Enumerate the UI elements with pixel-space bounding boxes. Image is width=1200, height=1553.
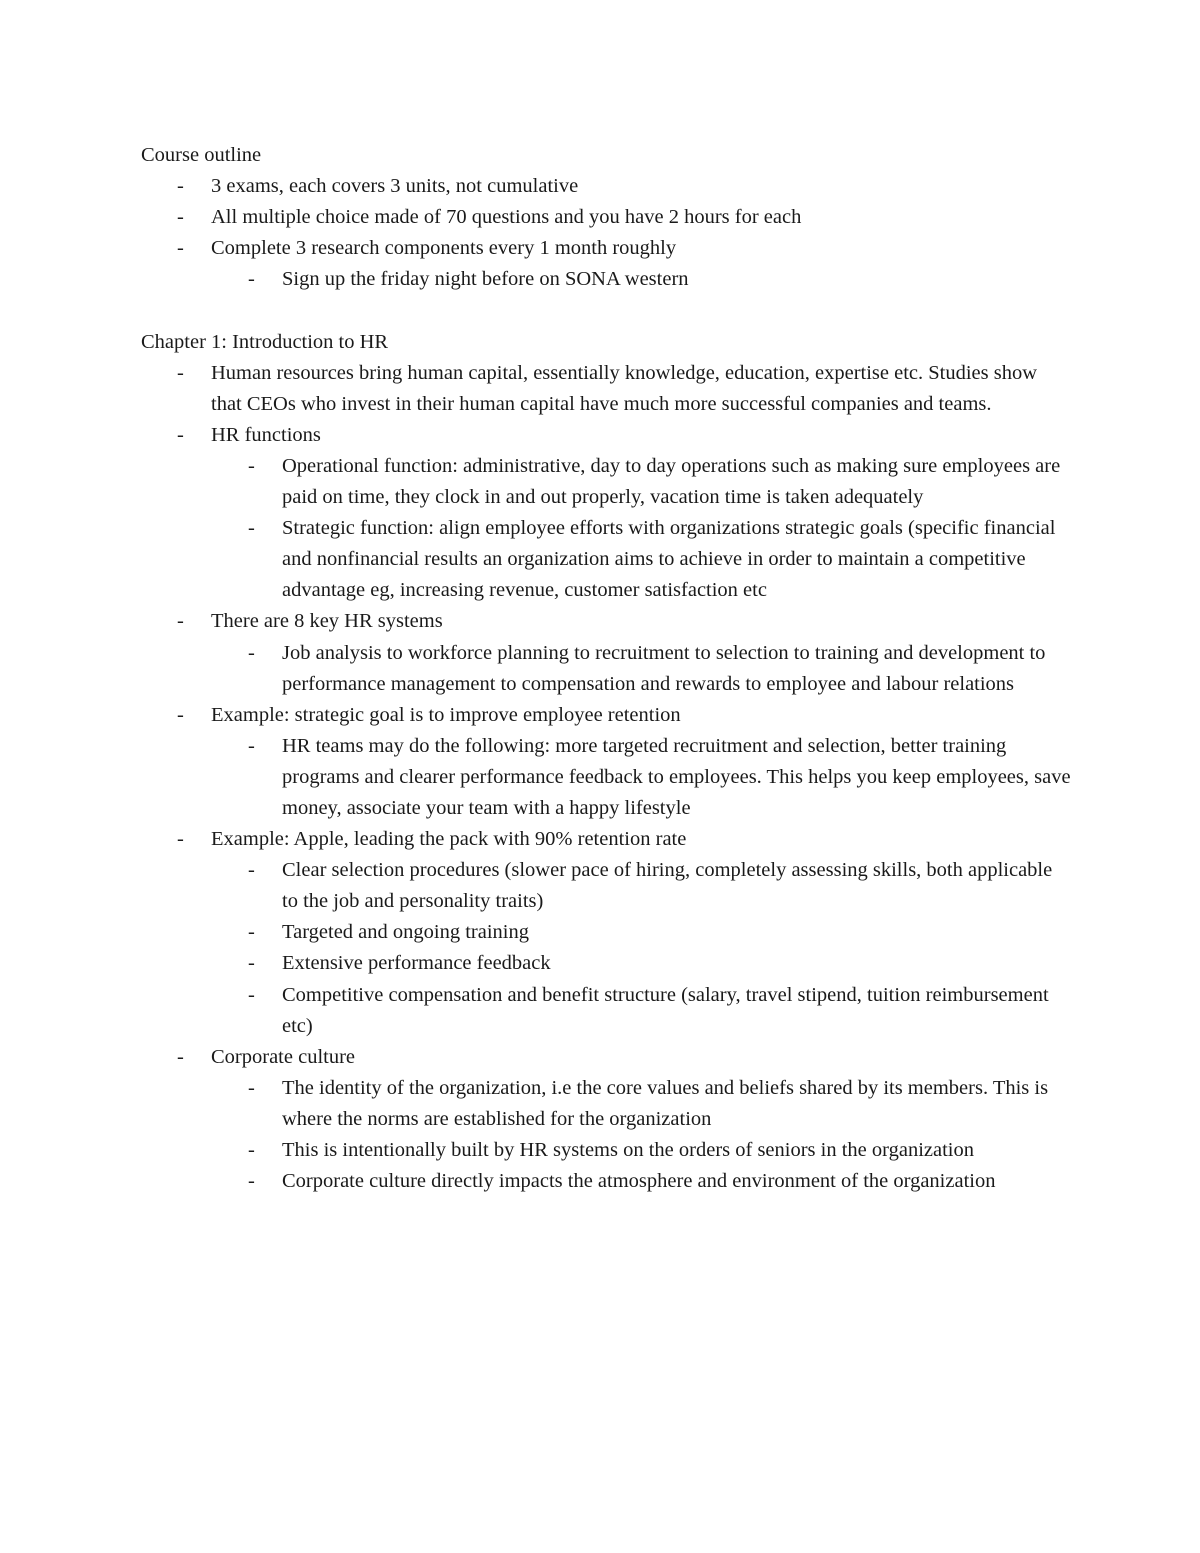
bullet-dash: - xyxy=(177,1045,184,1068)
sub-list-item xyxy=(141,731,1071,824)
bullet-list xyxy=(141,171,1071,295)
bullet-dash: - xyxy=(248,1139,255,1161)
list-item-text: Job analysis to workforce planning to recruitment to selection to training and development to performance management to compensation and rewards to employee and labour relations xyxy=(282,641,1046,695)
bullet-dash: - xyxy=(177,237,184,260)
list-item xyxy=(141,420,1071,451)
list-item xyxy=(141,700,1071,731)
list-item-text: Corporate culture directly impacts the atmosphere and environment of the organization xyxy=(282,1170,996,1193)
bullet-dash: - xyxy=(177,703,184,726)
list-item-text: All multiple choice made of 70 questions and you have 2 hours for each xyxy=(211,206,802,229)
sub-list-item xyxy=(141,1073,1071,1135)
bullet-dash: - xyxy=(177,175,184,198)
list-item xyxy=(141,202,1071,233)
bullet-dash: - xyxy=(177,828,184,851)
sub-list-item xyxy=(141,1135,1071,1166)
bullet-dash: - xyxy=(248,268,255,291)
list-item xyxy=(141,1042,1071,1073)
bullet-dash: - xyxy=(248,921,255,944)
list-item-text: Clear selection procedures (slower pace of hiring, completely assessing skills, both applicable to the job and personality traits) xyxy=(282,859,1053,913)
sub-list-item xyxy=(141,917,1071,948)
bullet-dash: - xyxy=(248,641,255,664)
list-item-text: Competitive compensation and benefit structure (salary, travel stipend, tuition reimbursement etc) xyxy=(282,983,1049,1037)
bullet-dash: - xyxy=(248,517,255,540)
section-chapter-1 xyxy=(141,327,1071,1198)
bullet-dash: - xyxy=(248,983,255,1006)
list-item-text: Sign up the friday night before on SONA western xyxy=(282,268,689,291)
list-item-text: Example: Apple, leading the pack with 90% retention rate xyxy=(211,828,687,851)
list-item-text: Strategic function: align employee efforts with organizations strategic goals (specific financial and nonfinancial results an organization aims to achieve in order to maintain a competitive advantage eg, increasing revenue, customer satisfaction etc xyxy=(282,517,1056,602)
bullet-dash: - xyxy=(248,734,255,757)
list-item-text: Targeted and ongoing training xyxy=(282,921,529,944)
bullet-dash: - xyxy=(177,361,184,384)
list-item-text: HR teams may do the following: more targeted recruitment and selection, better training programs and clearer performance feedback to employees. This helps you keep employees, save money, associate your team with a happy lifestyle xyxy=(282,734,1071,819)
section-heading: Course outline xyxy=(141,144,262,166)
bullet-list xyxy=(141,358,1071,1198)
list-item-text: Extensive performance feedback xyxy=(282,952,551,975)
bullet-dash: - xyxy=(248,1170,255,1193)
sub-list-item xyxy=(141,980,1071,1042)
list-item xyxy=(141,606,1071,637)
document-content xyxy=(141,140,1071,1197)
list-item-text: Corporate culture xyxy=(211,1045,356,1068)
list-item xyxy=(141,824,1071,855)
list-item-text: This is intentionally built by HR systems on the orders of seniors in the organization xyxy=(282,1139,974,1161)
list-item-text: Complete 3 research components every 1 month roughly xyxy=(211,237,677,260)
section-spacer xyxy=(141,295,1071,326)
sub-list-item xyxy=(141,1166,1071,1197)
bullet-dash: - xyxy=(248,859,255,882)
section-heading: Chapter 1: Introduction to HR xyxy=(141,330,389,353)
sub-list-item xyxy=(141,948,1071,979)
bullet-dash: - xyxy=(248,454,255,477)
list-item-text: 3 exams, each covers 3 units, not cumulative xyxy=(211,175,579,198)
list-item xyxy=(141,233,1071,264)
list-item-text: HR functions xyxy=(211,423,321,446)
sub-list-item xyxy=(141,451,1071,513)
bullet-dash: - xyxy=(177,423,184,446)
bullet-dash: - xyxy=(177,610,184,633)
bullet-dash: - xyxy=(248,952,255,975)
list-item-text: Operational function: administrative, day to day operations such as making sure employees are paid on time, they clock in and out properly, vacation time is taken adequately xyxy=(282,454,1061,509)
bullet-dash: - xyxy=(248,1076,255,1099)
section-course-outline xyxy=(141,140,1071,295)
list-item-text: Example: strategic goal is to improve employee retention xyxy=(211,703,681,726)
sub-list-item xyxy=(141,513,1071,606)
list-item xyxy=(141,171,1071,202)
sub-list-item xyxy=(141,855,1071,917)
list-item xyxy=(141,358,1071,420)
list-item-text: Human resources bring human capital, essentially knowledge, education, expertise etc. Studies show that CEOs who invest in their human capital have much more successful companies and teams. xyxy=(211,361,1038,415)
sub-list-item xyxy=(141,264,1071,295)
bullet-dash: - xyxy=(177,206,184,229)
list-item-text: There are 8 key HR systems xyxy=(211,610,443,633)
list-item-text: The identity of the organization, i.e the core values and beliefs shared by its members. This is where the norms are established for the organization xyxy=(282,1076,1049,1130)
sub-list-item xyxy=(141,638,1071,700)
